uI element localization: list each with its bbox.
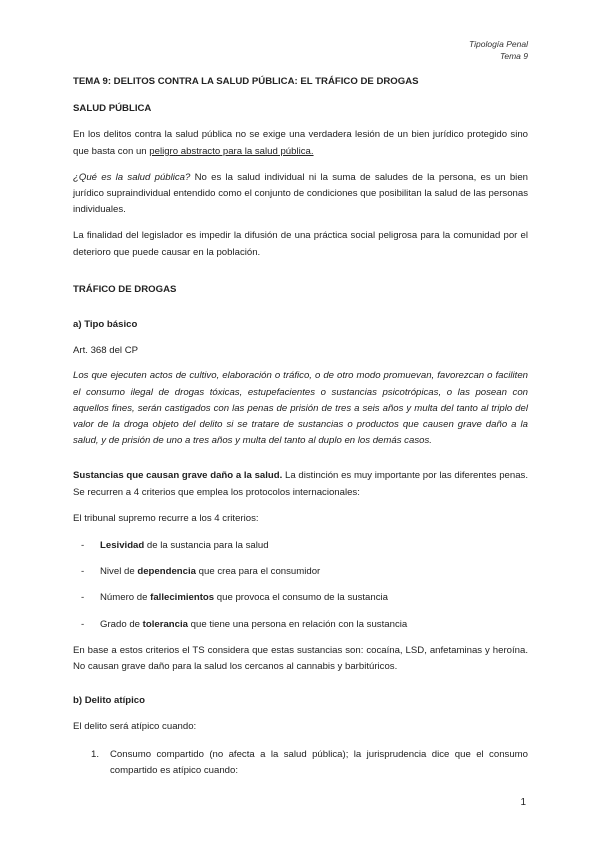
paragraph-sustancias	[73, 468, 528, 500]
paragraph-tribunal-supremo: El tribunal supremo recurre a los 4 criterios:	[73, 512, 259, 524]
paragraph-atipico: El delito será atípico cuando:	[73, 721, 197, 733]
italic-question: ¿Qué es la salud pública?	[73, 171, 191, 183]
document-body	[73, 72, 528, 779]
list-item: - Grado de tolerancia que tiene una persona en relación con la sustancia	[73, 617, 528, 633]
list-item: - Lesividad de la sustancia para la salud	[73, 538, 528, 554]
list-item	[73, 747, 528, 779]
paragraph-finalidad: La finalidad del legislador es impedir la difusión de una práctica social peligrosa para la comunidad por el deterioro que puede causar en la población.	[73, 230, 528, 258]
heading-trafico-drogas: TRÁFICO DE DROGAS	[73, 283, 177, 295]
subheading-tipo-basico: a) Tipo básico	[73, 319, 138, 331]
running-header	[469, 38, 528, 62]
bold-phrase: Sustancias que causan grave daño a la salud.	[73, 470, 283, 482]
paragraph-en-base: En base a estos criterios el TS considera que estas sustancias son: cocaína, LSD, anfetaminas y heroína. No causan grave daño para la salud los cercanos al cannabis y barbitúricos.	[73, 644, 528, 673]
criteria-list	[73, 538, 528, 633]
header-topic: Tema 9	[499, 51, 528, 61]
subheading-delito-atipico: b) Delito atípico	[73, 695, 145, 707]
paragraph-text: En los delitos contra la salud pública no se exige una verdadera lesión de un bien jurídico protegido sino que basta con un	[73, 129, 528, 157]
list-item: - Número de fallecimientos que provoca el consumo de la sustancia	[73, 590, 528, 606]
article-quote: Los que ejecuten actos de cultivo, elaboración o tráfico, o de otro modo promuevan, favorezcan o faciliten el consumo ilegal de drogas tóxicas, estupefacientes o sustancias psicotrópicas, o las posean con aquellos fines, serán castigados con las penas de prisión de tres a seis años y multa del tanto al triplo del valor de la droga objeto del delito si se tratare de sustancias o productos que causen grave daño a la salud, y de prisión de uno a tres años y multa del tanto al duplo en los demás casos.	[73, 370, 528, 447]
page-number: 1	[520, 797, 526, 808]
list-item: - Nivel de dependencia que crea para el consumidor	[73, 564, 528, 580]
paragraph-peligro-abstracto	[73, 127, 528, 159]
paragraph-text: La distinción es muy importante por las diferentes penas. Se recurren a 4 criterios que emplea los protocolos internacionales:	[73, 470, 528, 498]
atipico-list	[73, 747, 528, 779]
article-reference: Art. 368 del CP	[73, 345, 139, 357]
document-title: TEMA 9: DELITOS CONTRA LA SALUD PÚBLICA: EL TRÁFICO DE DROGAS	[73, 76, 419, 87]
list-item-text: Consumo compartido (no afecta a la salud pública); la jurisprudencia dice que el consumo compartido es atípico cuando:	[110, 748, 528, 776]
heading-salud-publica: SALUD PÚBLICA	[73, 103, 152, 115]
paragraph-text: No es la salud individual ni la suma de saludes de la persona, es un bien jurídico supraindividual entendido como el conjunto de condiciones que posibilitan la salud de las personas individuales.	[73, 171, 528, 216]
list-number: 1.	[91, 748, 100, 760]
paragraph-que-es-salud	[73, 170, 528, 219]
underlined-phrase: peligro abstracto para la salud pública.	[149, 145, 314, 157]
header-course: Tipología Penal	[469, 39, 528, 49]
